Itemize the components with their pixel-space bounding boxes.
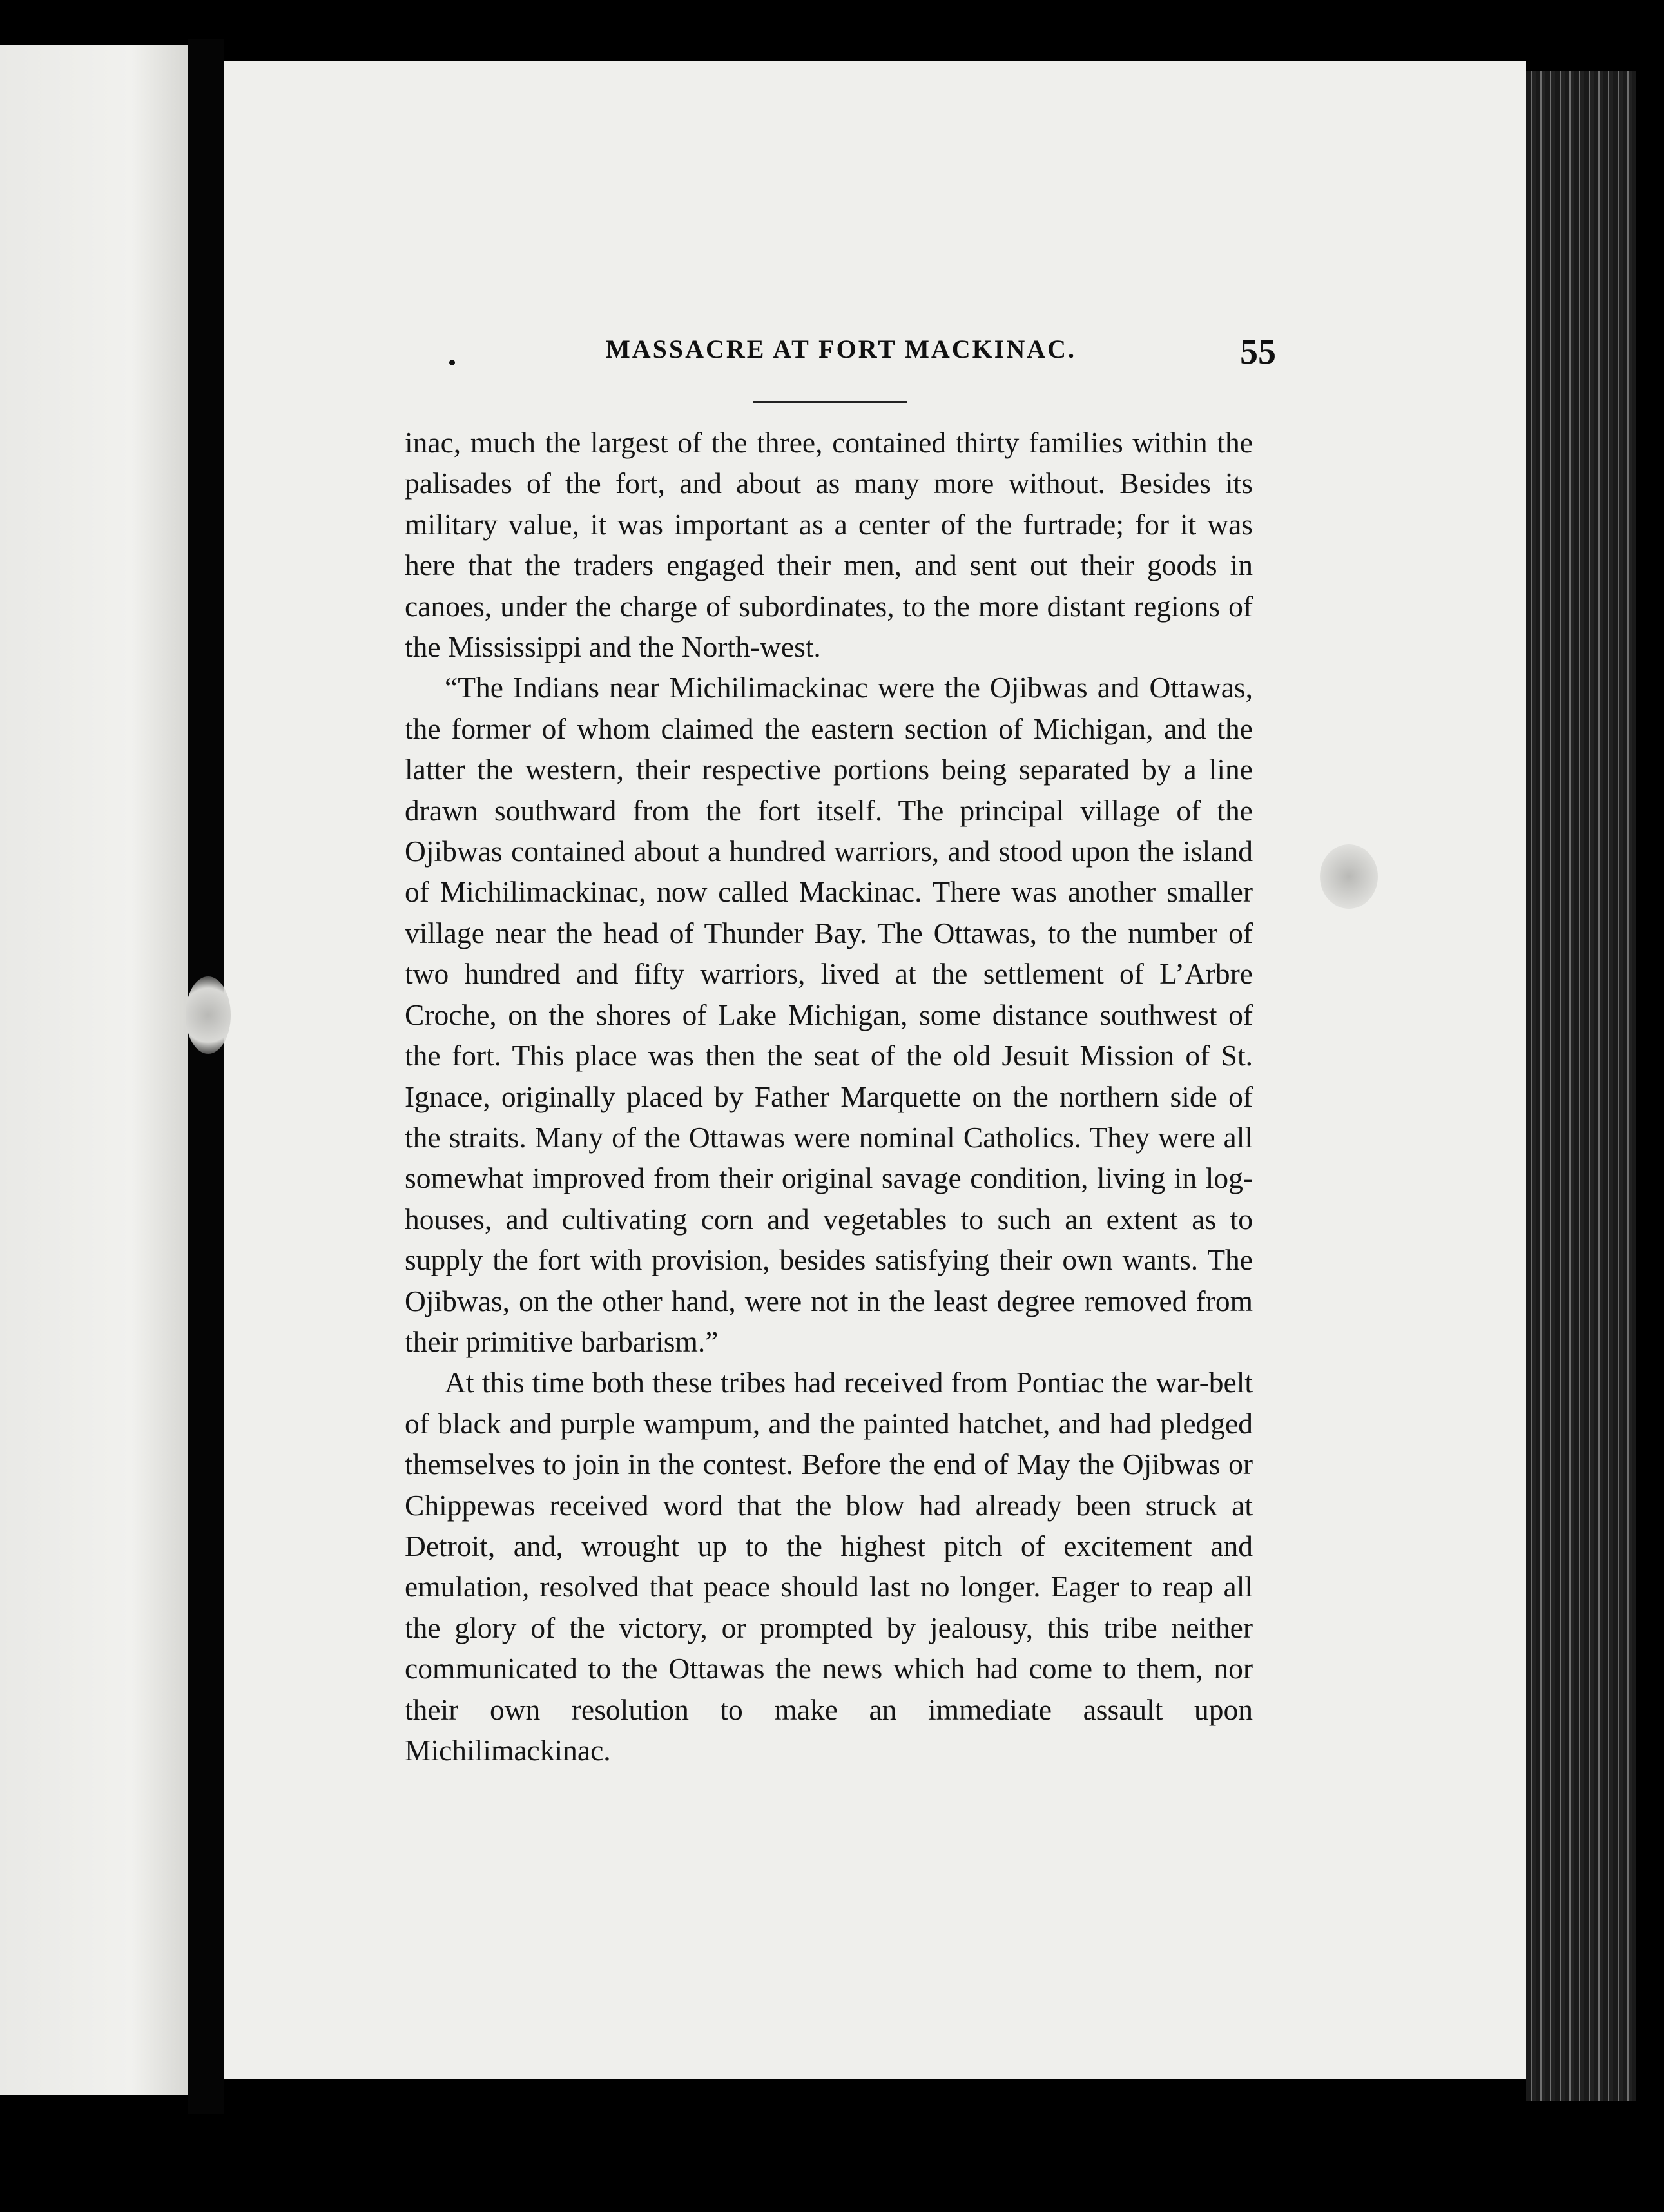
paragraph: At this time both these tribes had received from Pontiac the war-belt of black and purple wampum, and the painted hatchet, and had pledged themselves to join in the contest. Before the end of May the Ojibwas or Chippewas received word that the blow had already been struck at Detroit, and, wrought up to the highest pitch of excitement and emulation, resolved that peace should last no longer. Eager to reap all the glory of the victory, or prompted by jealousy, this tribe neither communicated to the Ottawas the news which had come to them, nor their own resolution to make an immediate assault upon Michilimackinac. — [405, 1366, 1253, 1767]
facing-page-edge — [0, 45, 188, 2095]
running-head: MASSACRE AT FORT MACKINAC. — [606, 335, 1076, 364]
paragraph: inac, much the largest of the three, contained thirty families within the palisades of the fort, and about as many more without. Besides its military value, it was important as a center of the furtrade; for it was here that the traders engaged their men, and sent out their goods in canoes, under the charge of subordinates, to the more distant regions of the Mississippi and the North-west. — [405, 426, 1253, 664]
page-number: 55 — [1240, 332, 1276, 372]
page-header — [387, 334, 1276, 385]
paragraph-quotation: “The Indians near Michilimackinac were the Ojibwas and Ottawas, the former of whom claimed the eastern section of Michigan, and the latter the western, their respective portions being separated by a line drawn southward from the fort itself. The principal village of the Ojibwas contained about a hundred warriors, and stood upon the island of Michilimackinac, now called Mackinac. There was another smaller village near the head of Thunder Bay. The Ottawas, to the number of two hundred and fifty warriors, lived at the settlement of L’Arbre Croche, on the shores of Lake Michigan, some distance southwest of the fort. This place was then the seat of the old Jesuit Mission of St. Ignace, originally placed by Father Marquette on the northern side of the straits. Many of the Ottawas were nominal Catholics. They were all somewhat improved from their original savage condition, living in log-houses, and cultivating corn and vegetables to such an extent as to supply the fort with provision, besides satisfying their own wants. The Ojibwas, on the other hand, were not in the least degree removed from their primitive barbarism.” — [405, 671, 1253, 1358]
book-gutter — [188, 39, 224, 2114]
page-block-edge — [1526, 71, 1636, 2101]
body-text — [405, 422, 1253, 1771]
header-mark — [449, 360, 455, 365]
page-stain — [1320, 844, 1378, 909]
header-rule — [753, 401, 907, 403]
page-stain — [186, 976, 231, 1054]
